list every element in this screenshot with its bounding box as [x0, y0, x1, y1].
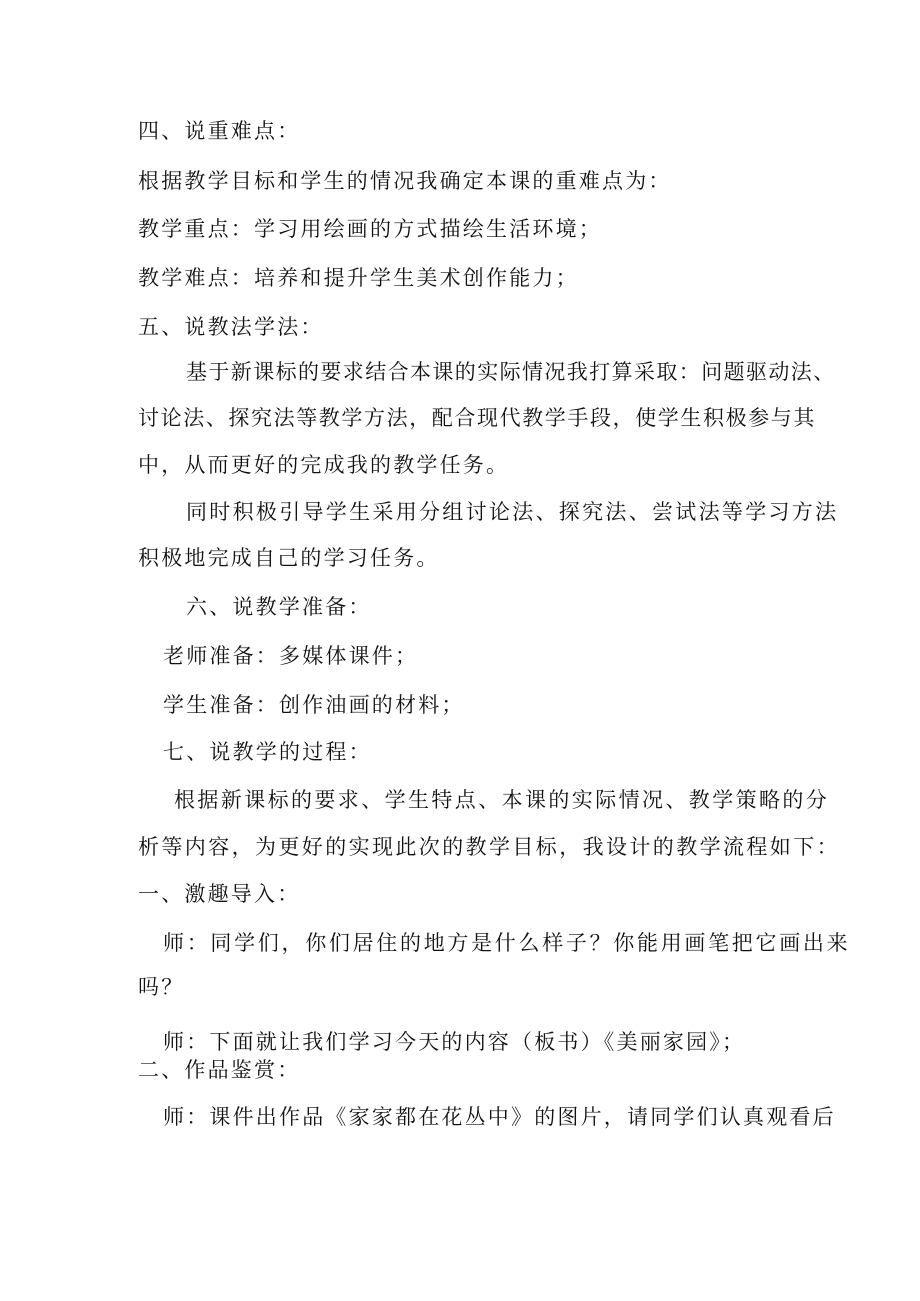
paragraph-line: 讨论法、探究法等教学方法，配合现代教学手段，使学生积极参与其 — [138, 406, 816, 430]
paragraph-line: 中，从而更好的完成我的教学任务。 — [138, 453, 510, 477]
section-heading-process: 七、说教学的过程： — [163, 740, 372, 764]
section-heading-preparation: 六、说教学准备： — [186, 595, 372, 619]
dialogue-line: 吗？ — [138, 975, 185, 999]
teaching-focus-line: 教学重点：学习用绘画的方式描绘生活环境； — [138, 217, 602, 241]
paragraph-line: 析等内容，为更好的实现此次的教学目标，我设计的教学流程如下： — [138, 835, 840, 859]
subheading-introduction: 一、激趣导入： — [138, 882, 301, 906]
paragraph-line: 基于新课标的要求结合本课的实际情况我打算采取：问题驱动法、 — [186, 360, 836, 384]
paragraph-line: 积极地完成自己的学习任务。 — [138, 546, 440, 570]
section-heading-key-points: 四、说重难点： — [138, 119, 301, 143]
teaching-difficulty-line: 教学难点：培养和提升学生美术创作能力； — [138, 266, 579, 290]
dialogue-line: 师：课件出作品《家家都在花丛中》的图片，请同学们认真观看后 — [163, 1105, 836, 1129]
paragraph-line: 同时积极引导学生采用分组讨论法、探究法、尝试法等学习方法 — [186, 500, 839, 524]
paragraph-line: 根据新课标的要求、学生特点、本课的实际情况、教学策略的分 — [174, 788, 830, 812]
paragraph-line: 根据教学目标和学生的情况我确定本课的重难点为： — [138, 169, 672, 193]
section-heading-methods: 五、说教法学法： — [138, 315, 324, 339]
dialogue-line: 师：下面就让我们学习今天的内容（板书）《美丽家园》； — [163, 1030, 746, 1054]
teacher-preparation-line: 老师准备：多媒体课件； — [163, 644, 419, 668]
dialogue-line: 师：同学们，你们居住的地方是什么样子？你能用画笔把它画出来 — [163, 931, 851, 955]
subheading-appreciation: 二、作品鉴赏： — [138, 1058, 301, 1082]
student-preparation-line: 学生准备：创作油画的材料； — [163, 693, 465, 717]
